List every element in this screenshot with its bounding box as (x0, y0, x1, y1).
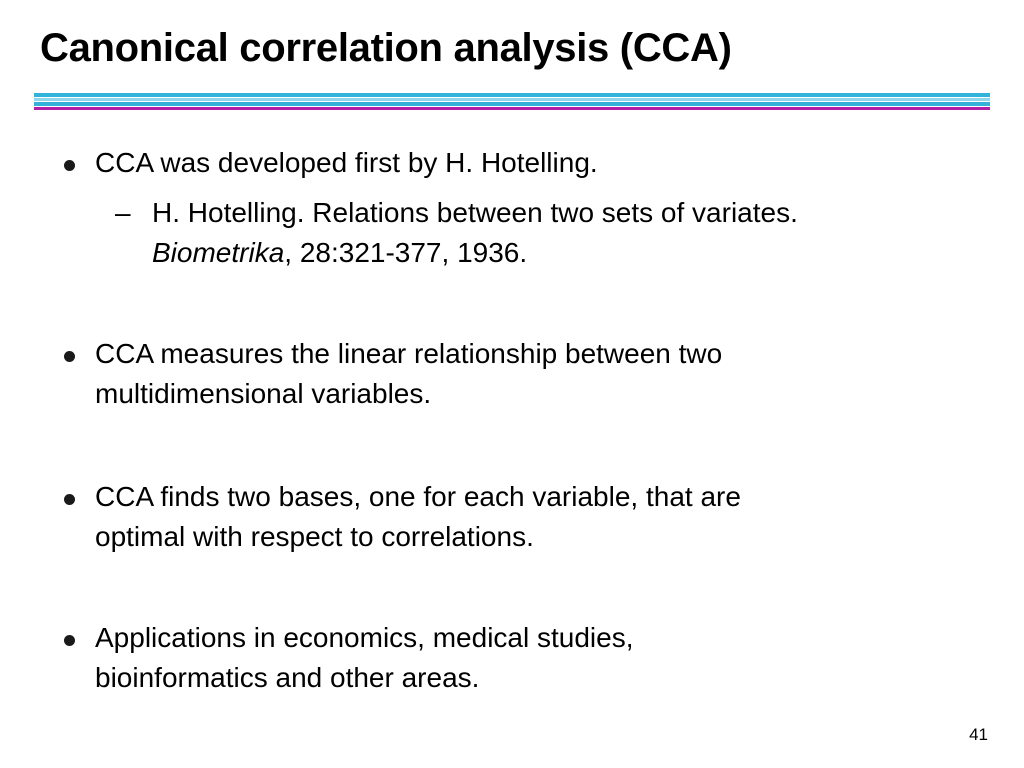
title-rule-band-light-cyan (34, 98, 990, 101)
bullet-dot-icon (64, 160, 75, 171)
title-rule-band-magenta (34, 107, 990, 110)
bullet-line: optimal with respect to correlations. (95, 521, 534, 552)
bullet-line: CCA measures the linear relationship between two (95, 338, 723, 369)
citation-details: , 28:321-377, 1936. (284, 237, 528, 268)
reference-line: H. Hotelling. Relations between two sets of variates. (152, 197, 798, 228)
title-rule-band-cyan-top (34, 93, 990, 97)
bullet-line: CCA was developed first by H. Hotelling. (95, 147, 598, 178)
bullet-text (95, 334, 975, 414)
reference-citation (152, 233, 992, 273)
bullet-line: Applications in economics, medical studies, (95, 622, 634, 653)
bullet-text (95, 618, 975, 698)
bullet-line: CCA finds two bases, one for each variable, that are (95, 481, 741, 512)
reference-text (152, 193, 992, 273)
bullet-dot-icon (64, 494, 75, 505)
bullet-text (95, 477, 975, 557)
bullet-line: multidimensional variables. (95, 378, 432, 409)
page-number: 41 (969, 725, 988, 744)
bullet-dot-icon (64, 351, 75, 362)
journal-name: Biometrika (152, 237, 285, 268)
sub-bullet-dash-icon: – (115, 197, 131, 228)
title-rule-band-cyan-bottom (34, 102, 990, 106)
bullet-line: bioinformatics and other areas. (95, 662, 480, 693)
bullet-text (95, 143, 975, 183)
bullet-dot-icon (64, 635, 75, 646)
slide-title: Canonical correlation analysis (CCA) (40, 26, 732, 70)
